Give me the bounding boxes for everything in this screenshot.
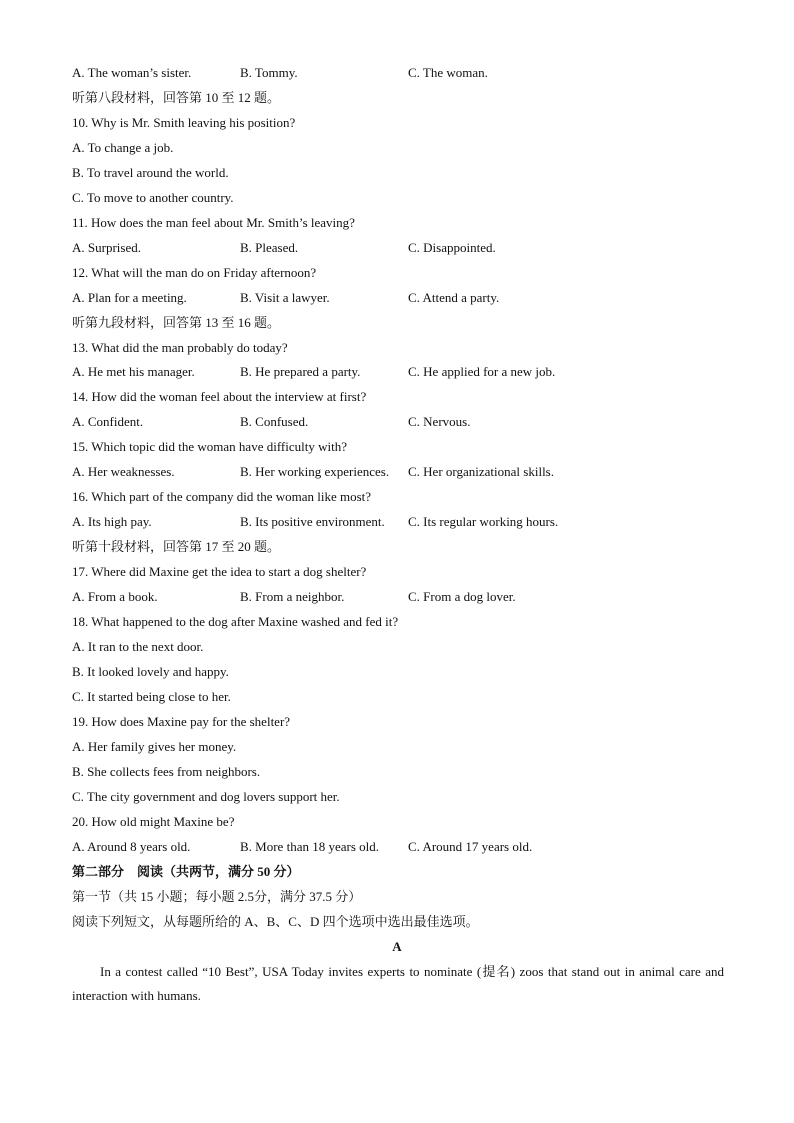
q9-option-c: C. The woman.: [408, 65, 488, 80]
q11-options: [72, 240, 732, 256]
q11-question: 11. How does the man feel about Mr. Smith’s leaving?: [72, 215, 355, 230]
q13-options: [72, 364, 732, 380]
q14-question: 14. How did the woman feel about the interview at first?: [72, 389, 367, 404]
q20-option-b: B. More than 18 years old.: [240, 839, 380, 854]
q15-options: [72, 464, 732, 480]
q17-options: [72, 589, 732, 605]
q12-option-a: A. Plan for a meeting.: [72, 290, 187, 305]
q11-option-b: B. Pleased.: [240, 240, 299, 255]
q10-option-a: A. To change a job.: [72, 140, 174, 155]
q18-option-c: C. It started being close to her.: [72, 689, 231, 704]
q15-option-a: A. Her weaknesses.: [72, 464, 175, 479]
q9-option-b: B. Tommy.: [240, 65, 298, 80]
section8-instruction: 听第八段材料，回答第 10 至 12 题。: [72, 90, 281, 105]
q17-question: 17. Where did Maxine get the idea to start a dog shelter?: [72, 564, 367, 579]
q12-question: 12. What will the man do on Friday afternoon?: [72, 265, 317, 280]
part2-section1: 第一节（共 15 小题；每小题 2.5分，满分 37.5 分）: [72, 889, 362, 904]
q17-option-a: A. From a book.: [72, 589, 158, 604]
q16-question: 16. Which part of the company did the woman like most?: [72, 489, 372, 504]
q16-options: [72, 514, 732, 530]
q19-option-c: C. The city government and dog lovers support her.: [72, 789, 340, 804]
passage-paragraph: In a contest called “10 Best”, USA Today invites experts to nominate (提名) zoos that stand out in animal care and interaction with humans.: [72, 964, 724, 1003]
q19-option-a: A. Her family gives her money.: [72, 739, 237, 754]
q13-question: 13. What did the man probably do today?: [72, 340, 288, 355]
q10-option-c: C. To move to another country.: [72, 190, 234, 205]
q12-option-c: C. Attend a party.: [408, 290, 500, 305]
q16-option-b: B. Its positive environment.: [240, 514, 385, 529]
q11-option-a: A. Surprised.: [72, 240, 141, 255]
q14-option-c: C. Nervous.: [408, 414, 471, 429]
q20-question: 20. How old might Maxine be?: [72, 814, 235, 829]
q15-question: 15. Which topic did the woman have difficulty with?: [72, 439, 347, 454]
section10-instruction: 听第十段材料，回答第 17 至 20 题。: [72, 539, 281, 554]
q18-option-a: A. It ran to the next door.: [72, 639, 204, 654]
q16-option-c: C. Its regular working hours.: [408, 514, 559, 529]
q10-option-b: B. To travel around the world.: [72, 165, 229, 180]
part2-instruction: 阅读下列短文，从每题所给的 A、B、C、D 四个选项中选出最佳选项。: [72, 914, 479, 929]
q15-option-c: C. Her organizational skills.: [408, 464, 554, 479]
q17-option-b: B. From a neighbor.: [240, 589, 345, 604]
q14-option-a: A. Confident.: [72, 414, 144, 429]
q18-option-b: B. It looked lovely and happy.: [72, 664, 229, 679]
q20-options: [72, 839, 732, 855]
q9-option-a: A. The woman’s sister.: [72, 65, 192, 80]
q12-options: [72, 290, 732, 306]
section9-instruction: 听第九段材料，回答第 13 至 16 题。: [72, 315, 281, 330]
passage-label: A: [392, 939, 402, 954]
q19-option-b: B. She collects fees from neighbors.: [72, 764, 261, 779]
q12-option-b: B. Visit a lawyer.: [240, 290, 330, 305]
q13-option-a: A. He met his manager.: [72, 364, 195, 379]
q11-option-c: C. Disappointed.: [408, 240, 496, 255]
q20-option-c: C. Around 17 years old.: [408, 839, 533, 854]
q15-option-b: B. Her working experiences.: [240, 464, 390, 479]
q14-options: [72, 414, 732, 430]
q13-option-c: C. He applied for a new job.: [408, 364, 556, 379]
q16-option-a: A. Its high pay.: [72, 514, 152, 529]
q20-option-a: A. Around 8 years old.: [72, 839, 191, 854]
q17-option-c: C. From a dog lover.: [408, 589, 516, 604]
q9-options: [72, 65, 732, 81]
part2-heading: 第二部分 阅读（共两节，满分 50 分）: [72, 864, 300, 879]
q10-question: 10. Why is Mr. Smith leaving his position?: [72, 115, 296, 130]
q14-option-b: B. Confused.: [240, 414, 309, 429]
q13-option-b: B. He prepared a party.: [240, 364, 361, 379]
q19-question: 19. How does Maxine pay for the shelter?: [72, 714, 291, 729]
q18-question: 18. What happened to the dog after Maxine washed and fed it?: [72, 614, 399, 629]
